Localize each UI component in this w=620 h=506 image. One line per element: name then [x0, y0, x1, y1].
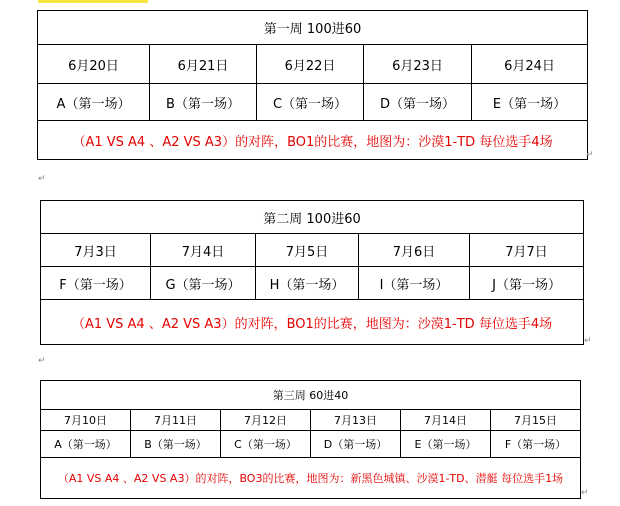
paragraph-mark: ↵ [584, 336, 592, 346]
week-2-title: 第二周 100进60 [41, 201, 584, 234]
paragraph-mark: ↵ [38, 356, 46, 366]
week-2-schedule-table [40, 200, 584, 345]
week-3-date-cell: 7月12日 [221, 410, 311, 431]
week-3-rules-note: （A1 VS A4 、A2 VS A3）的对阵，BO3的比赛，地图为：新黑色城镇、沙漠1-TD、潜艇 每位选手1场 [41, 458, 581, 499]
week-2-game-cell: J（第一场） [470, 267, 584, 300]
week-2-date-cell: 7月6日 [359, 234, 470, 267]
week-1-date-cell: 6月22日 [257, 45, 364, 84]
week-2-date-cell: 7月4日 [151, 234, 256, 267]
week-1-game-cell: A（第一场） [38, 84, 150, 121]
week-1-game-cell: D（第一场） [364, 84, 472, 121]
week-2-game-cell: G（第一场） [151, 267, 256, 300]
week-3-game-cell: C（第一场） [221, 431, 311, 458]
week-2-game-cell: H（第一场） [256, 267, 359, 300]
paragraph-mark: ↵ [38, 174, 46, 184]
week-2-rules-note: （A1 VS A4 、A2 VS A3）的对阵，BO1的比赛，地图为：沙漠1-TD 每位选手4场 [41, 300, 584, 345]
week-1-schedule-table [37, 10, 588, 160]
week-2-game-cell: I（第一场） [359, 267, 470, 300]
week-1-date-cell: 6月21日 [150, 45, 257, 84]
week-3-game-cell: E（第一场） [401, 431, 491, 458]
week-1-title: 第一周 100进60 [38, 11, 588, 45]
week-3-date-cell: 7月15日 [491, 410, 581, 431]
week-1-game-cell: C（第一场） [257, 84, 364, 121]
week-3-game-cell: D（第一场） [311, 431, 401, 458]
week-3-game-cell: F（第一场） [491, 431, 581, 458]
text-highlight [38, 0, 148, 3]
week-1-game-cell: E（第一场） [472, 84, 588, 121]
week-3-date-cell: 7月10日 [41, 410, 131, 431]
week-1-date-cell: 6月23日 [364, 45, 472, 84]
week-3-date-cell: 7月13日 [311, 410, 401, 431]
week-3-game-cell: A（第一场） [41, 431, 131, 458]
week-1-game-cell: B（第一场） [150, 84, 257, 121]
week-2-date-cell: 7月7日 [470, 234, 584, 267]
week-3-title: 第三周 60进40 [41, 381, 581, 410]
week-2-date-cell: 7月3日 [41, 234, 151, 267]
week-2-game-cell: F（第一场） [41, 267, 151, 300]
week-3-schedule-table [40, 380, 581, 499]
week-3-game-cell: B（第一场） [131, 431, 221, 458]
paragraph-mark: ↵ [581, 488, 589, 498]
week-1-date-cell: 6月20日 [38, 45, 150, 84]
week-3-date-cell: 7月11日 [131, 410, 221, 431]
week-2-date-cell: 7月5日 [256, 234, 359, 267]
paragraph-mark: ↵ [586, 150, 594, 160]
week-3-date-cell: 7月14日 [401, 410, 491, 431]
week-1-date-cell: 6月24日 [472, 45, 588, 84]
week-1-rules-note: （A1 VS A4 、A2 VS A3）的对阵，BO1的比赛，地图为：沙漠1-TD 每位选手4场 [38, 121, 588, 160]
